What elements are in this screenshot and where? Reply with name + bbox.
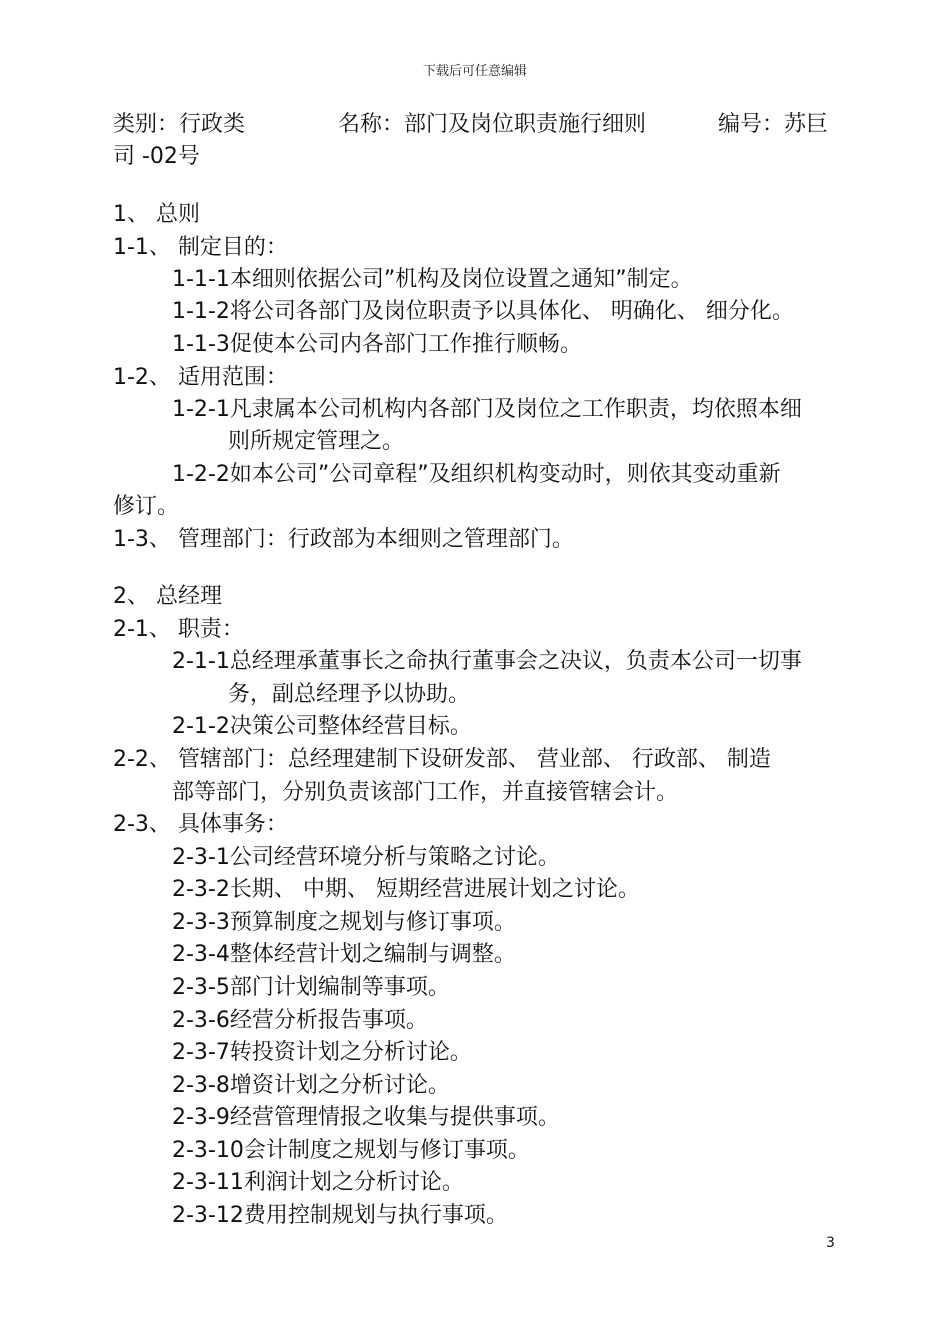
clause-item: 2-3-11利润计划之分析讨论。 — [172, 1170, 464, 1195]
header-note: 下载后可任意编辑 — [422, 64, 527, 79]
clause-continuation: 则所规定管理之。 — [228, 429, 405, 454]
clause-continuation: 修订。 — [113, 494, 180, 519]
subsection-heading: 1-2、 适用范围： — [113, 365, 288, 390]
clause-item: 2-3-10会计制度之规划与修订事项。 — [172, 1138, 530, 1163]
clause-item: 2-3-2长期、 中期、 短期经营进展计划之讨论。 — [172, 877, 640, 902]
clause-item: 1-1-2将公司各部门及岗位职责予以具体化、 明确化、 细分化。 — [172, 299, 794, 324]
clause-item: 2-3-5部门计划编制等事项。 — [172, 975, 450, 1000]
clause-item: 2-3-4整体经营计划之编制与调整。 — [172, 942, 516, 967]
meta-name: 名称：部门及岗位职责施行细则 — [338, 112, 647, 137]
clause-item: 1-2-1凡隶属本公司机构内各部门及岗位之工作职责，均依照本细 — [172, 397, 802, 422]
clause-item: 2-3-8增资计划之分析讨论。 — [172, 1073, 450, 1098]
clause-item: 2-1-1总经理承董事长之命执行董事会之决议，负责本公司一切事 — [172, 649, 802, 674]
clause-item: 2-3-9经营管理情报之收集与提供事项。 — [172, 1105, 560, 1130]
meta-number-cont: 司 -02号 — [113, 144, 200, 169]
subsection-heading: 2-1、 职责： — [113, 617, 244, 642]
section-heading: 1、 总则 — [113, 202, 200, 227]
clause-item: 2-3-7转投资计划之分析讨论。 — [172, 1040, 472, 1065]
clause-item: 2-3-3预算制度之规划与修订事项。 — [172, 910, 516, 935]
section-heading: 2、 总经理 — [113, 584, 222, 609]
clause-item: 1-2-2如本公司”公司章程”及组织机构变动时，则依其变动重新 — [172, 462, 781, 487]
subsection-heading: 1-1、 制定目的： — [113, 235, 288, 260]
clause-item: 2-3-12费用控制规划与执行事项。 — [172, 1203, 508, 1228]
clause-continuation: 务，副总经理予以协助。 — [228, 682, 471, 707]
page-number: 3 — [826, 1235, 835, 1251]
clause-item: 2-3-6经营分析报告事项。 — [172, 1008, 428, 1033]
meta-category: 类别：行政类 — [113, 112, 246, 137]
subsection-heading: 1-3、 管理部门：行政部为本细则之管理部门。 — [113, 527, 574, 552]
clause-continuation: 部等部门，分别负责该部门工作，并直接管辖会计。 — [172, 780, 679, 805]
clause-item: 1-1-1本细则依据公司”机构及岗位设置之通知”制定。 — [172, 267, 693, 292]
subsection-heading: 2-2、 管辖部门：总经理建制下设研发部、 营业部、 行政部、 制造 — [113, 747, 771, 772]
clause-item: 2-3-1公司经营环境分析与策略之讨论。 — [172, 845, 560, 870]
clause-item: 2-1-2决策公司整体经营目标。 — [172, 714, 472, 739]
subsection-heading: 2-3、 具体事务： — [113, 812, 288, 837]
meta-number: 编号：苏巨 — [718, 112, 829, 137]
clause-item: 1-1-3促使本公司内各部门工作推行顺畅。 — [172, 332, 582, 357]
